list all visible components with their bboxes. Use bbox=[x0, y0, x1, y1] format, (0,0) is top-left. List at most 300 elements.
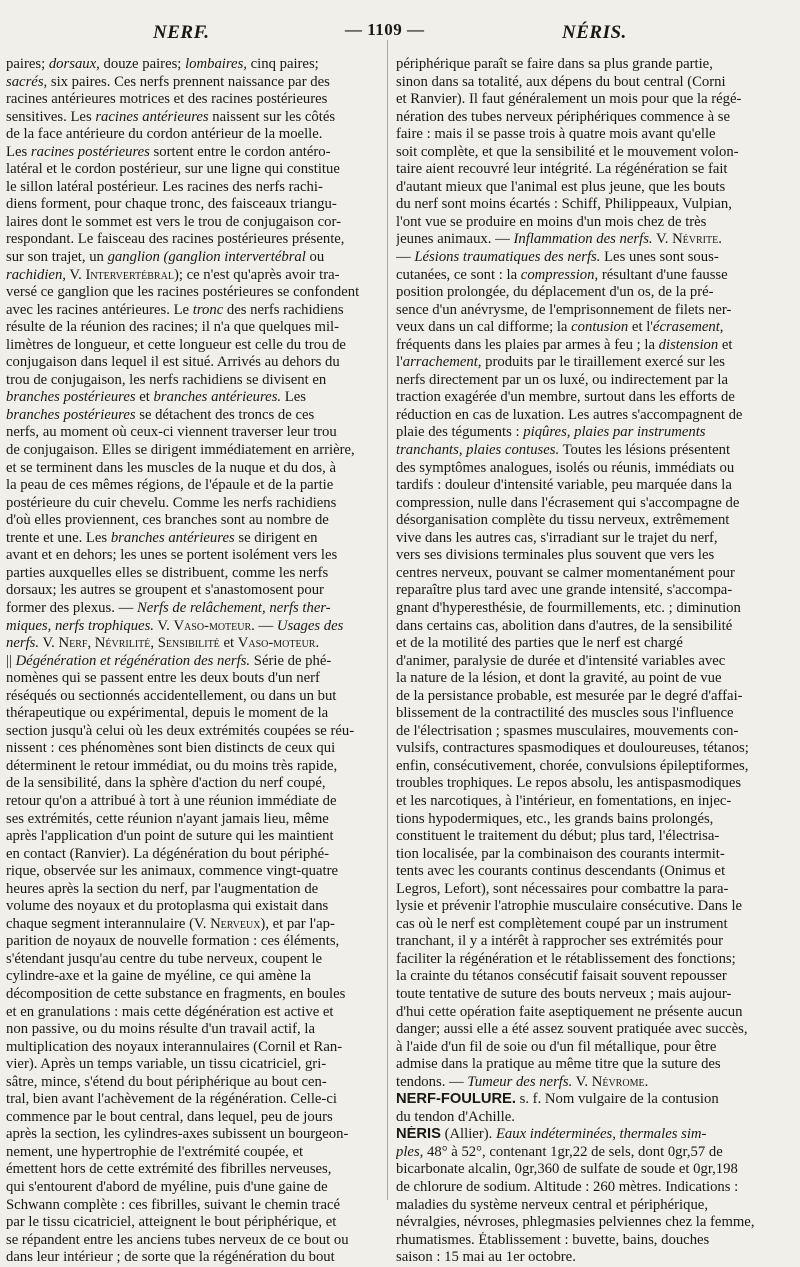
text-run: versé ce ganglion que les racines postérieures se confondent bbox=[6, 284, 360, 301]
text-line bbox=[6, 916, 378, 934]
text-line bbox=[396, 477, 779, 495]
text-line bbox=[396, 547, 779, 565]
text-run: résultant d'une fausse bbox=[598, 266, 728, 283]
text-line bbox=[396, 284, 779, 302]
text-run: et bbox=[135, 389, 154, 406]
text-run: rachidien, bbox=[6, 266, 66, 283]
text-run: ); ce n'est qu'après avoir tra- bbox=[173, 266, 340, 283]
text-run: compression, nulle dans l'écrasement qui s'accompagne de bbox=[396, 494, 740, 511]
text-run: en contact (Ranvier). La dégénération du bout périphé- bbox=[6, 845, 329, 862]
text-line bbox=[6, 144, 378, 162]
text-run: branches antérieures. bbox=[153, 389, 282, 406]
text-line bbox=[6, 933, 378, 951]
text-run: miques, nerfs trophiques. bbox=[6, 617, 154, 634]
text-run: d'animer, paralysie de durée et d'intensité variables avec bbox=[396, 652, 726, 669]
text-line bbox=[396, 618, 779, 636]
text-run: Usages des bbox=[276, 617, 344, 634]
text-line bbox=[6, 495, 378, 513]
text-run: déterminent le retour immédiat, ou du moins très rapide, bbox=[6, 757, 338, 774]
text-line bbox=[396, 512, 779, 530]
text-run: ples, bbox=[396, 1143, 424, 1160]
text-run: fréquents dans les plaies par armes à feu ; la bbox=[396, 336, 659, 353]
text-run: du nerf sont moins écartés : Schiff, Philippeaux, Vulpian, bbox=[396, 196, 732, 213]
text-run: paires; bbox=[6, 56, 49, 72]
text-run: Intervertébral bbox=[85, 266, 174, 283]
text-run: faire : mais il se passe trois à quatre mois avant qu'elle bbox=[396, 126, 716, 143]
text-run: rhumatismes. Établissement : buvette, bains, douches bbox=[396, 1231, 710, 1248]
text-line bbox=[6, 56, 378, 74]
text-line bbox=[396, 600, 779, 618]
text-line bbox=[6, 1197, 378, 1215]
text-line bbox=[6, 863, 378, 881]
text-line bbox=[6, 986, 378, 1004]
text-run: des symptômes analogues, isolés ou réunis, immédiats ou bbox=[396, 459, 735, 476]
text-run: racines postérieures bbox=[30, 143, 150, 160]
text-run: branches postérieures bbox=[6, 406, 136, 423]
text-line bbox=[396, 582, 779, 600]
text-line bbox=[6, 828, 378, 846]
text-run: d'où elles proviennent, ces branches sont au nombre de bbox=[6, 512, 329, 529]
text-run: et bbox=[219, 635, 238, 652]
text-run: rique, observée sur les animaux, commence vingt-quatre bbox=[6, 863, 338, 880]
text-run: racines antérieures motrices et des racines postérieures bbox=[6, 91, 328, 108]
text-run: Nerf, Névrilité, Sensibilité bbox=[58, 635, 220, 652]
text-run: sensitives. Les bbox=[6, 108, 96, 125]
text-run: — bbox=[396, 249, 415, 266]
text-run: de conjugaison. Elles se dirigent immédiatement en arrière, bbox=[6, 442, 355, 459]
text-run: décomposition de cette substance en fragments, en boules bbox=[6, 985, 346, 1002]
text-line bbox=[396, 1109, 779, 1127]
text-line bbox=[396, 986, 779, 1004]
text-line bbox=[6, 688, 378, 706]
text-line bbox=[6, 1179, 378, 1197]
text-run: lombaires, bbox=[185, 56, 247, 72]
text-run: Série de phé- bbox=[250, 652, 332, 669]
text-run: de la persistance probable, est mesurée par le degré d'affai- bbox=[396, 687, 743, 704]
text-line bbox=[6, 1021, 378, 1039]
text-line bbox=[6, 161, 378, 179]
text-line bbox=[6, 582, 378, 600]
text-line bbox=[6, 302, 378, 320]
text-run: vers ses divisions terminales plus souvent que vers les bbox=[396, 547, 715, 564]
text-run: V. bbox=[572, 1073, 592, 1090]
text-run: ganglion (ganglion intervertébral bbox=[107, 249, 306, 266]
text-line bbox=[6, 126, 378, 144]
text-run: et se terminent dans les muscles de la nuque et du dos, à bbox=[6, 459, 336, 476]
text-line bbox=[396, 1004, 779, 1022]
text-run: de la face antérieure du cordon antérieur de la moelle. bbox=[6, 126, 323, 143]
text-line bbox=[396, 635, 779, 653]
text-line bbox=[396, 109, 779, 127]
text-run: racines antérieures bbox=[95, 108, 209, 125]
text-line bbox=[396, 1232, 779, 1250]
text-line bbox=[6, 231, 378, 249]
text-run: vive dans les autres cas, s'irradiant sur le trajet du nerf, bbox=[396, 529, 718, 546]
text-line bbox=[6, 758, 378, 776]
text-line bbox=[396, 126, 779, 144]
text-run: se dirigent en bbox=[234, 529, 318, 546]
text-line bbox=[396, 881, 779, 899]
text-run: respondant. Le faisceau des racines postérieures présente, bbox=[6, 231, 345, 248]
text-run: cutanées, ce sont : la bbox=[396, 266, 521, 283]
text-run: branches postérieures bbox=[6, 389, 136, 406]
text-run: réséqués ou sectionnés accidentellement, ou dans un but bbox=[6, 687, 337, 704]
text-run: veux dans un cal difforme; la bbox=[396, 319, 572, 336]
text-run: latéral et le cordon postérieur, sur une ligne qui constitue bbox=[6, 161, 340, 178]
text-line bbox=[6, 723, 378, 741]
text-run: Nerfs de relâchement, nerfs ther- bbox=[136, 599, 331, 616]
text-line bbox=[396, 1021, 779, 1039]
text-run: bicarbonate alcalin, 0gr,360 de sulfate de soude et 0gr,198 bbox=[396, 1161, 738, 1178]
text-run: arrachement, bbox=[402, 354, 482, 371]
text-run: après l'application d'un point de suture qui les maintient bbox=[6, 828, 334, 845]
text-run: Vaso-moteur. bbox=[237, 635, 320, 652]
text-line bbox=[6, 565, 378, 583]
page-number: — 1109 — bbox=[345, 20, 425, 39]
text-line bbox=[396, 1056, 779, 1074]
text-line bbox=[396, 811, 779, 829]
text-run: multiplication des noyaux interannulaires (Cornil et Ran- bbox=[6, 1038, 343, 1055]
text-run: désorganisation complète du tissu nerveux, extrêmement bbox=[396, 512, 730, 529]
text-line bbox=[396, 319, 779, 337]
text-line bbox=[396, 916, 779, 934]
text-line bbox=[396, 775, 779, 793]
text-line bbox=[396, 495, 779, 513]
text-run: taire aient recouvré leur intégrité. La régénération se fait bbox=[396, 161, 728, 178]
text-run: traction exagérée d'un membre, surtout dans les efforts de bbox=[396, 389, 735, 406]
text-run: Dégénération et régénération des nerfs. bbox=[15, 652, 251, 669]
text-run: tranchants, plaies contuses. bbox=[396, 442, 560, 459]
page-header bbox=[0, 16, 800, 56]
text-run: la nature de la lésion, et dont la gravité, au point de vue bbox=[396, 670, 722, 687]
text-run: laires dont le sommet est vers le trou de conjugaison cor- bbox=[6, 213, 341, 230]
text-line bbox=[6, 1126, 378, 1144]
text-line bbox=[6, 319, 378, 337]
text-run: commence par le bout central, dans lequel, peu de jours bbox=[6, 1108, 333, 1125]
text-line bbox=[6, 284, 378, 302]
text-run: conjugaison dans lequel il est situé. Arrivés au dehors du bbox=[6, 354, 340, 371]
text-run: Les unes sont sous- bbox=[600, 249, 719, 266]
text-line bbox=[6, 670, 378, 688]
text-run: saison : 15 mai au 1er octobre. bbox=[396, 1249, 576, 1266]
text-run: la crainte du tétanos consécutif faisait souvent repousser bbox=[396, 968, 727, 985]
text-run: et l' bbox=[628, 319, 653, 336]
text-run: résulte de la réunion des racines; il n'a que quelques mil- bbox=[6, 319, 340, 336]
text-run: se répandent entre les anciens tubes nerveux de ce bout ou bbox=[6, 1231, 349, 1248]
text-run: gnant d'hyperesthésie, de fourmillements, etc. ; diminution bbox=[396, 599, 741, 616]
text-run: distension bbox=[658, 336, 719, 353]
text-run: ), et par l'ap- bbox=[260, 915, 335, 932]
text-line bbox=[6, 530, 378, 548]
text-run: tents avec les courants continus descendants (Onimus et bbox=[396, 863, 726, 880]
text-run: de l'électrisation ; spasmes musculaires, mouvements con- bbox=[396, 722, 739, 739]
text-line bbox=[396, 389, 779, 407]
text-run: des nerfs rachidiens bbox=[223, 301, 344, 318]
text-run: périphérique paraît se faire dans sa plus grande partie, bbox=[396, 56, 713, 72]
text-run: Les bbox=[6, 143, 31, 160]
text-run: 48° à 52°, contenant 1gr,22 de sels, dont 0gr,57 de bbox=[423, 1143, 723, 1160]
text-run: limètres de longueur, et cette longueur est celle du trou de bbox=[6, 336, 346, 353]
text-run: tion localisée, par la combinaison des courants intermit- bbox=[396, 845, 725, 862]
text-line bbox=[396, 740, 779, 758]
text-line bbox=[6, 1161, 378, 1179]
text-run: nomènes qui se passent entre les deux bouts d'un nerf bbox=[6, 670, 320, 687]
text-run: l' bbox=[396, 354, 403, 371]
text-line bbox=[396, 898, 779, 916]
text-run: plaie des téguments : bbox=[396, 424, 524, 441]
running-head-left: NERF. bbox=[153, 22, 210, 43]
text-line bbox=[6, 1004, 378, 1022]
text-line bbox=[396, 1144, 779, 1162]
text-run: piqûres, plaies par instruments bbox=[523, 424, 706, 441]
text-line bbox=[396, 231, 779, 249]
text-line bbox=[396, 828, 779, 846]
text-run: après la section, les cylindres-axes subissent un bourgeon- bbox=[6, 1126, 349, 1143]
text-run: enfin, consécutivement, chorée, convulsions épileptiformes, bbox=[396, 757, 749, 774]
text-line bbox=[396, 460, 779, 478]
text-line bbox=[6, 442, 378, 460]
text-run: position prolongée, du déplacement d'un os, de la pré- bbox=[396, 284, 714, 301]
text-run: constituent le traitement du début; plus tard, l'électrisa- bbox=[396, 828, 720, 845]
text-line bbox=[6, 249, 378, 267]
text-line bbox=[396, 846, 779, 864]
text-line bbox=[396, 1126, 779, 1144]
text-line bbox=[396, 302, 779, 320]
text-line bbox=[6, 460, 378, 478]
text-run: le sillon latéral postérieur. Les racines des nerfs rachi- bbox=[6, 178, 323, 195]
text-run: heures après la section du nerf, par l'augmentation de bbox=[6, 880, 319, 897]
text-line bbox=[6, 793, 378, 811]
text-run: sortent entre le cordon antéro- bbox=[149, 143, 331, 160]
text-line bbox=[396, 407, 779, 425]
text-run: tions hypodermiques, etc., les grands bains prolongés, bbox=[396, 810, 714, 827]
text-run: section jusqu'à celui où les deux extrémités coupées se réu- bbox=[6, 722, 355, 739]
text-line bbox=[396, 1249, 779, 1267]
text-run: naissent sur les côtés bbox=[208, 108, 336, 125]
text-run: sur son trajet, un bbox=[6, 249, 108, 266]
text-line bbox=[6, 1109, 378, 1127]
text-run: émettent hors de cette extrémité des fibrilles nerveuses, bbox=[6, 1161, 332, 1178]
text-line bbox=[6, 389, 378, 407]
text-run: à l'aide d'un fil de soie ou d'un fil métallique, pour être bbox=[396, 1038, 717, 1055]
text-line bbox=[6, 1039, 378, 1057]
text-line bbox=[396, 442, 779, 460]
text-line bbox=[6, 354, 378, 372]
text-line bbox=[6, 775, 378, 793]
text-run: branches antérieures bbox=[110, 529, 235, 546]
text-run: centres nerveux, pouvant se calmer momentanément pour bbox=[396, 564, 735, 581]
text-run: qui s'entourent d'abord de myéline, puis d'une gaine de bbox=[6, 1179, 328, 1195]
text-run: chaque segment interannulaire (V. bbox=[6, 915, 211, 932]
text-run: dans leur intérieur ; de sorte que la régénération du bout bbox=[6, 1249, 335, 1266]
text-run: trente et une. Les bbox=[6, 529, 111, 546]
text-line bbox=[6, 1232, 378, 1250]
text-run: vulsifs, contractures spasmodiques et douloureuses, tétanos; bbox=[396, 740, 749, 757]
text-run: danger; aussi elle a été assez souvent pratiquée avec succès, bbox=[396, 1021, 748, 1038]
right-column bbox=[396, 56, 779, 1267]
text-run: tral, bien avant l'achèvement de la régénération. Celle-ci bbox=[6, 1091, 337, 1108]
text-run: du tendon d'Achille. bbox=[396, 1108, 515, 1125]
text-run: Névrite. bbox=[672, 231, 722, 248]
text-line bbox=[6, 74, 378, 92]
text-line bbox=[396, 1091, 779, 1109]
text-line bbox=[396, 1039, 779, 1057]
text-run: soit complète, et que la sensibilité et le mouvement volon- bbox=[396, 143, 739, 160]
text-run: sâtre, mince, s'étend du bout périphérique au bout cen- bbox=[6, 1073, 327, 1090]
text-line bbox=[6, 1056, 378, 1074]
text-run: — bbox=[254, 617, 277, 634]
text-line bbox=[6, 91, 378, 109]
text-run: nement, une hypertrophie de l'extrémité coupée, et bbox=[6, 1143, 304, 1160]
text-run: V. bbox=[652, 231, 673, 248]
text-line bbox=[6, 951, 378, 969]
text-line bbox=[6, 881, 378, 899]
text-run: de la sensibilité, dans la sphère d'action du nerf coupé, bbox=[6, 775, 326, 792]
headword: NÉRIS bbox=[396, 1126, 441, 1143]
text-line bbox=[6, 407, 378, 425]
text-run: lysie et prévenir l'atrophie musculaire consécutive. Dans le bbox=[396, 898, 743, 915]
text-line bbox=[6, 196, 378, 214]
text-run: nissent : ces phénomènes sont bien distincts de ceux qui bbox=[6, 740, 336, 757]
text-line bbox=[6, 846, 378, 864]
text-line bbox=[396, 968, 779, 986]
text-run: Eaux indéterminées, thermales sim- bbox=[495, 1126, 707, 1143]
text-run: et bbox=[718, 336, 733, 353]
text-run: réduction en cas de luxation. Les autres s'accompagnent de bbox=[396, 406, 743, 423]
text-line bbox=[6, 635, 378, 653]
text-line bbox=[396, 670, 779, 688]
text-run: Inflammation des nerfs. bbox=[513, 231, 653, 248]
text-run: dans certains cas, abolition dans d'autres, de la sensibilité bbox=[396, 617, 733, 634]
text-run: produits par le tiraillement exercé sur les bbox=[481, 354, 725, 371]
text-run: reparaître plus tard avec une grande intensité, s'accompa- bbox=[396, 582, 733, 599]
text-run: et Ranvier). Il faut généralement un mois pour que la régé- bbox=[396, 91, 742, 108]
text-line bbox=[396, 144, 779, 162]
text-run: six paires. Ces nerfs prennent naissance par des bbox=[47, 73, 330, 90]
text-run: tronc bbox=[192, 301, 224, 318]
text-run: névralgies, névroses, phlegmasies pelviennes chez la femme, bbox=[396, 1214, 755, 1231]
text-run: de chlorure de sodium. Altitude : 260 mètres. Indications : bbox=[396, 1179, 739, 1195]
text-run: non passive, ou du moins résulte d'un travail actif, la bbox=[6, 1021, 315, 1038]
text-line bbox=[396, 688, 779, 706]
text-run: postérieure du cuir chevelu. Comme les nerfs rachidiens bbox=[6, 494, 337, 511]
text-run: sence d'un anévrysme, de l'emprisonnement de filets ner- bbox=[396, 301, 732, 318]
text-line bbox=[6, 1214, 378, 1232]
text-line bbox=[396, 565, 779, 583]
text-line bbox=[6, 337, 378, 355]
text-line bbox=[6, 898, 378, 916]
text-run: tendons. — bbox=[396, 1073, 468, 1090]
text-run: Legros, Lefort), sont nécessaires pour combattre la para- bbox=[396, 880, 729, 897]
text-line bbox=[396, 74, 779, 92]
text-line bbox=[6, 811, 378, 829]
text-line bbox=[396, 653, 779, 671]
left-column bbox=[6, 56, 378, 1267]
text-line bbox=[6, 653, 378, 671]
text-run: cinq paires; bbox=[246, 56, 319, 72]
text-run: et en granulations : mais cette dégénération est active et bbox=[6, 1003, 334, 1020]
text-run: blissement de la contractilité des muscles sous l'influence bbox=[396, 705, 734, 722]
text-line bbox=[396, 933, 779, 951]
text-run: Schwann complète : ces fibrilles, suivant le chemin tracé bbox=[6, 1196, 341, 1213]
text-run: maladies du système nerveux central et périphérique, bbox=[396, 1196, 708, 1213]
text-line bbox=[396, 723, 779, 741]
text-run: sinon dans sa totalité, aux dépens du bout central (Corni bbox=[396, 73, 726, 90]
text-run: écrasement, bbox=[652, 319, 724, 336]
text-line bbox=[396, 354, 779, 372]
text-line bbox=[6, 968, 378, 986]
text-run: contusion bbox=[571, 319, 629, 336]
text-line bbox=[396, 530, 779, 548]
text-line bbox=[6, 740, 378, 758]
text-run: faciliter la régénération et le rétablissement des fonctions; bbox=[396, 950, 736, 967]
text-line bbox=[6, 1144, 378, 1162]
text-run: dorsaux; les autres se groupent et s'anastomosent pour bbox=[6, 582, 324, 599]
text-run: V. bbox=[39, 635, 59, 652]
text-run: Toutes les lésions présentent bbox=[559, 442, 731, 459]
text-line bbox=[396, 1179, 779, 1197]
text-line bbox=[6, 600, 378, 618]
text-run: d'autant mieux que l'animal est plus jeune, que les bouts bbox=[396, 178, 726, 195]
text-run: volume des noyaux et du protoplasma qui existait dans bbox=[6, 898, 329, 915]
text-run: par le tissu cicatriciel, atteignent le bout périphérique, et bbox=[6, 1214, 337, 1231]
text-line bbox=[6, 1091, 378, 1109]
text-run: se détachent des troncs de ces bbox=[135, 406, 315, 423]
text-run: la peau de ces mêmes régions, de l'épaule et de la partie bbox=[6, 477, 334, 494]
text-run: thérapeutique ou expérimental, depuis le moment de la bbox=[6, 705, 329, 722]
text-line bbox=[6, 214, 378, 232]
text-line bbox=[396, 161, 779, 179]
text-line bbox=[396, 1161, 779, 1179]
text-run: admise dans la pratique au même titre que la suture des bbox=[396, 1056, 721, 1073]
text-run: retour qu'on a attribué à tort à une réunion immédiate de bbox=[6, 792, 337, 809]
text-run: nération des tubes nerveux périphériques commence à se bbox=[396, 108, 731, 125]
text-run: nerfs, au moment où ceux-ci viennent traverser leur trou bbox=[6, 424, 337, 441]
text-run: Nerveux bbox=[210, 915, 261, 932]
text-run: parition de noyaux de nouvelle formation : ces éléments, bbox=[6, 933, 340, 950]
text-run: ou bbox=[305, 249, 325, 266]
text-run: Lésions traumatiques des nerfs. bbox=[414, 249, 601, 266]
text-line bbox=[6, 267, 378, 285]
text-run: avant et en dehors; les unes se portent isolément vers les bbox=[6, 547, 338, 564]
text-run: et les narcotiques, à l'intérieur, en fomentations, en injec- bbox=[396, 792, 732, 809]
text-run: parties auxquelles elles se distribuent, comme les nerfs bbox=[6, 564, 329, 581]
text-run: cylindre-axe et la gaine de myéline, ce qui amène la bbox=[6, 968, 312, 985]
column-rule bbox=[387, 40, 388, 1200]
running-head-right: NÉRIS. bbox=[562, 22, 627, 43]
text-line bbox=[396, 758, 779, 776]
text-run: dorsaux, bbox=[48, 56, 100, 72]
text-line bbox=[396, 56, 779, 74]
text-line bbox=[396, 863, 779, 881]
text-run: l'ont vue se produire en moins d'un mois chez de très bbox=[396, 213, 707, 230]
text-run: et de la motilité des parties que le nerf est chargé bbox=[396, 635, 683, 652]
text-line bbox=[396, 179, 779, 197]
text-run: Vaso-moteur. bbox=[173, 617, 255, 634]
text-run: sacrés, bbox=[6, 73, 48, 90]
text-line bbox=[6, 179, 378, 197]
text-line bbox=[6, 705, 378, 723]
text-run: d'hui cette opération faite aseptiquement ne présente aucun bbox=[396, 1003, 743, 1020]
text-line bbox=[396, 1214, 779, 1232]
text-run: trou de conjugaison, les nerfs rachidiens se divisent en bbox=[6, 371, 327, 388]
text-line bbox=[396, 951, 779, 969]
text-run: V. bbox=[65, 266, 86, 283]
text-run: compression, bbox=[520, 266, 599, 283]
text-line bbox=[6, 372, 378, 390]
text-run: diens forment, pour chaque tronc, des faisceaux triangu- bbox=[6, 196, 337, 213]
text-line bbox=[6, 512, 378, 530]
